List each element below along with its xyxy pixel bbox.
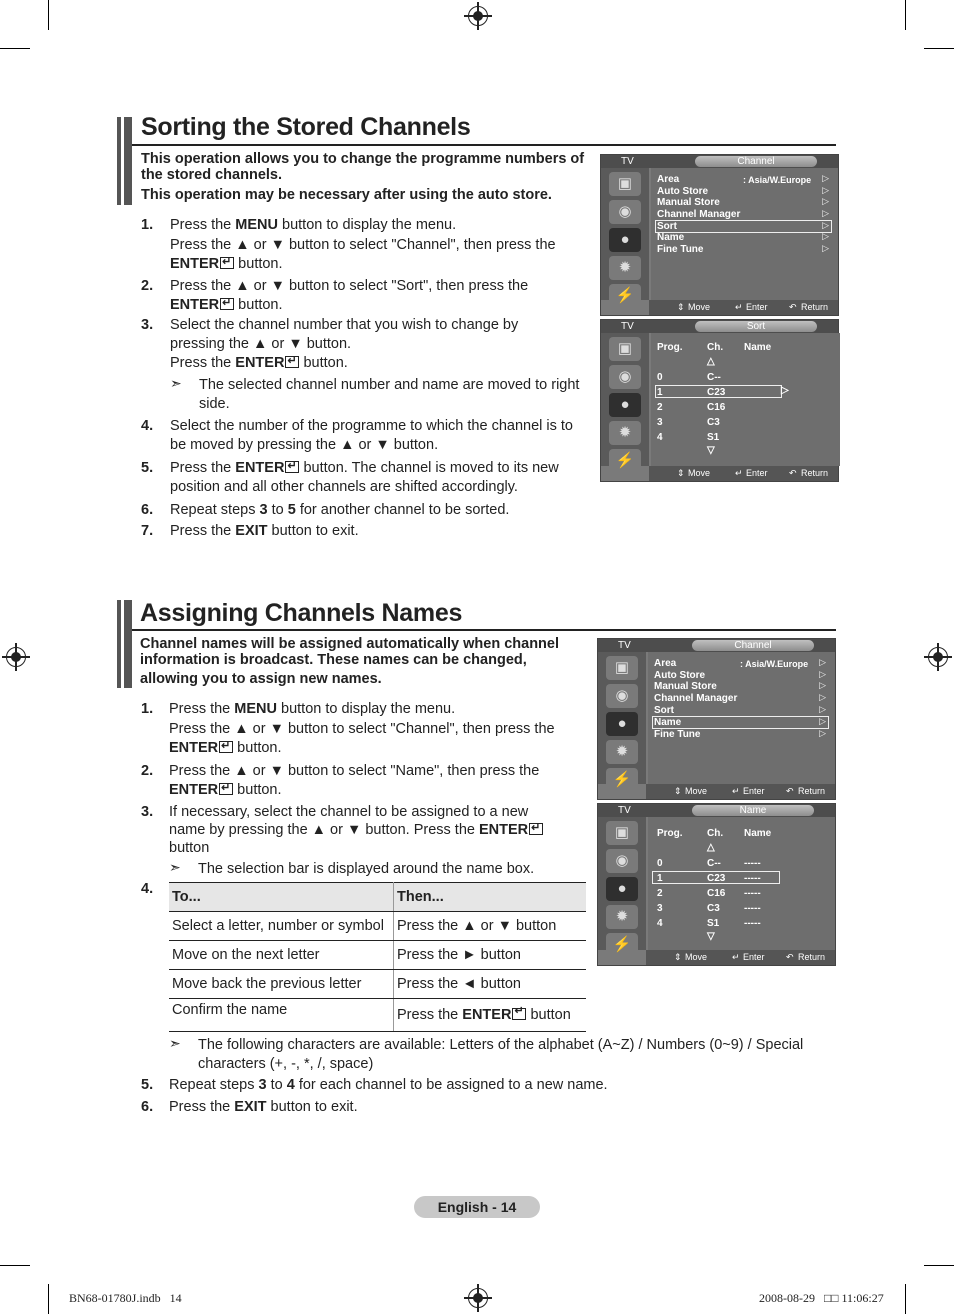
- enter-icon: [285, 461, 299, 473]
- registration-mark-icon: [468, 6, 488, 26]
- column-header: Name: [744, 828, 772, 839]
- column-header: Prog.: [657, 828, 683, 839]
- prog-cell: 1: [657, 387, 663, 398]
- step-key: ENTER: [170, 297, 220, 313]
- input-icon: ⚡: [609, 449, 641, 473]
- section-title: Assigning Channels Names: [140, 599, 463, 627]
- prog-cell: 2: [657, 402, 663, 413]
- note-arrow-icon: ➣: [169, 1035, 181, 1051]
- move-icon: ⇕: [674, 786, 682, 796]
- step-number: 2.: [141, 278, 154, 294]
- channel-icon: ●: [609, 393, 641, 417]
- return-icon: ↶: [789, 302, 797, 312]
- print-slug-right: 2008-08-29 □□ 11:06:27: [759, 1291, 884, 1305]
- setup-icon: ✹: [609, 256, 641, 280]
- enter-icon: ↵: [735, 468, 743, 478]
- channel-icon: ●: [606, 877, 638, 901]
- step-text: to: [267, 502, 288, 518]
- step-text: for another channel to be sorted.: [295, 502, 510, 518]
- enter-icon: [220, 257, 234, 269]
- step-text: button.: [299, 355, 348, 371]
- section-intro: allowing you to assign new names.: [140, 671, 382, 687]
- ch-cell: C3: [707, 903, 720, 914]
- enter-icon: ↵: [732, 952, 740, 962]
- step-text: position and all other channels are shifted accordingly.: [170, 479, 518, 495]
- table-row: [169, 941, 586, 970]
- section-rule: [132, 144, 836, 146]
- step-number: 6.: [141, 1099, 154, 1115]
- name-cell: -----: [744, 888, 761, 899]
- step-text: Press the ▲ or ▼ button to select "Channel", then press the: [170, 237, 556, 253]
- ch-cell: C23: [707, 873, 726, 884]
- step-number: 4.: [141, 418, 154, 434]
- ch-cell: C--: [707, 858, 721, 869]
- menu-item: Sort: [657, 221, 677, 232]
- tv-sort-menu: [600, 319, 839, 482]
- menu-item: Channel Manager: [654, 693, 738, 704]
- menu-tab: Channel: [695, 156, 817, 167]
- down-arrow-icon: ▽: [707, 931, 715, 942]
- table-header: To...: [169, 883, 394, 912]
- crop-mark: [905, 1284, 906, 1314]
- right-arrow-icon: ▷: [819, 680, 826, 690]
- prog-cell: 4: [657, 432, 663, 443]
- name-cell: -----: [744, 918, 761, 929]
- footer-move: Move: [688, 468, 711, 478]
- table-cell-text: Press the: [397, 1007, 463, 1023]
- table-header: Then...: [394, 883, 587, 912]
- step-number: 2.: [141, 763, 154, 779]
- step-key: ENTER: [479, 822, 529, 838]
- column-header: Prog.: [657, 342, 683, 353]
- return-icon: ↶: [786, 952, 794, 962]
- step-key: 3: [259, 502, 268, 518]
- menu-item: Manual Store: [657, 197, 720, 208]
- footer-enter: Enter: [743, 786, 765, 796]
- step-number: 3.: [141, 804, 154, 820]
- column-header: Ch.: [707, 342, 724, 353]
- menu-tab: Sort: [695, 321, 817, 332]
- tv-channel-menu: [597, 638, 836, 800]
- right-arrow-icon: ▷: [819, 704, 826, 714]
- menu-item: Name: [657, 232, 685, 243]
- table-cell: [394, 999, 587, 1032]
- step-key: 5: [287, 502, 296, 518]
- step-text: button: [169, 840, 210, 856]
- up-arrow-icon: △: [707, 356, 715, 367]
- return-icon: ↶: [789, 468, 797, 478]
- step-text: for each channel to be assigned to a new name.: [294, 1077, 608, 1093]
- channel-icon: ●: [606, 712, 638, 736]
- crop-mark: [0, 48, 30, 49]
- input-icon: ⚡: [606, 768, 638, 792]
- step-number: 1.: [141, 217, 154, 233]
- right-arrow-icon: ▷: [819, 657, 826, 667]
- crop-mark: [48, 0, 49, 30]
- step-key: EXIT: [234, 1099, 267, 1115]
- step-number: 1.: [141, 701, 154, 717]
- step-text: Select the channel number that you wish to change by: [170, 317, 519, 333]
- section-bar: [124, 600, 132, 688]
- step-text: Press the ▲ or ▼ button to select "Name", then press the: [169, 763, 540, 779]
- footer-return: Return: [801, 302, 829, 312]
- column-header: Ch.: [707, 828, 724, 839]
- step-text: button.: [233, 740, 282, 756]
- sound-icon: ◉: [609, 200, 641, 224]
- menu-item: Manual Store: [654, 681, 717, 692]
- enter-icon: [285, 356, 299, 368]
- step-key: 3: [258, 1077, 267, 1093]
- step-text: Press the ▲ or ▼ button to select "Channel", then press the: [169, 721, 555, 737]
- tv-label: TV: [618, 640, 631, 651]
- name-cell: -----: [744, 873, 761, 884]
- setup-icon: ✹: [609, 421, 641, 445]
- ch-cell: C23: [707, 387, 726, 398]
- enter-icon: [512, 1008, 526, 1020]
- section-bar: [117, 600, 121, 688]
- ch-cell: C16: [707, 402, 726, 413]
- tv-label: TV: [621, 156, 634, 167]
- step-number: 6.: [141, 502, 154, 518]
- menu-item: Fine Tune: [654, 729, 701, 740]
- right-arrow-icon: ▷: [822, 208, 829, 218]
- footer-move: Move: [688, 302, 711, 312]
- step-text: button.: [233, 782, 282, 798]
- footer-return: Return: [798, 952, 826, 962]
- step-text: Repeat steps: [169, 1077, 259, 1093]
- enter-icon: [529, 823, 543, 835]
- prog-cell: 0: [657, 372, 663, 383]
- step-text: Press the: [170, 355, 236, 371]
- step-text: be moved by pressing the ▲ or ▼ button.: [170, 437, 439, 453]
- sound-icon: ◉: [606, 849, 638, 873]
- crop-mark: [924, 1265, 954, 1266]
- prog-cell: 1: [657, 873, 663, 884]
- menu-item: Channel Manager: [657, 209, 741, 220]
- step-text: button to exit.: [267, 523, 359, 539]
- step-key: 4: [286, 1077, 295, 1093]
- enter-icon: ↵: [732, 786, 740, 796]
- menu-item: Area: [657, 174, 680, 185]
- note-text: The following characters are available: Letters of the alphabet (A~Z) / Numbers (0~9) / Special: [198, 1037, 804, 1053]
- footer-enter: Enter: [746, 302, 768, 312]
- setup-icon: ✹: [606, 740, 638, 764]
- step-key: MENU: [234, 701, 277, 717]
- section-bar: [117, 117, 121, 205]
- menu-tab: Channel: [692, 640, 814, 651]
- menu-item: Name: [654, 717, 682, 728]
- crop-mark: [905, 0, 906, 30]
- step-text: button. The channel is moved to its new: [299, 460, 559, 476]
- ch-cell: S1: [707, 918, 720, 929]
- footer-enter: Enter: [743, 952, 765, 962]
- step-text: name by pressing the ▲ or ▼ button. Press the: [169, 822, 479, 838]
- table-cell: Move back the previous letter: [169, 970, 394, 999]
- footer-return: Return: [801, 468, 829, 478]
- table-header-row: [169, 883, 586, 912]
- crop-mark: [924, 48, 954, 49]
- step-text: Press the: [169, 1099, 235, 1115]
- area-value: : Asia/W.Europe: [743, 175, 812, 185]
- step-text: Press the: [170, 460, 236, 476]
- enter-icon: [220, 298, 234, 310]
- page-number-badge: English - 14: [414, 1196, 540, 1218]
- table-row: [169, 999, 586, 1032]
- ch-cell: C--: [707, 372, 721, 383]
- print-slug-left: BN68-01780J.indb 14: [69, 1291, 182, 1305]
- step-text: Press the ▲ or ▼ button to select "Sort", then press the: [170, 278, 529, 294]
- footer-move: Move: [685, 952, 708, 962]
- name-cell: -----: [744, 858, 761, 869]
- step-key: ENTER: [235, 355, 285, 371]
- table-cell: Move on the next letter: [169, 941, 394, 970]
- table-row: [169, 970, 586, 999]
- note-arrow-icon: ➣: [169, 859, 181, 875]
- step-key: ENTER: [235, 460, 285, 476]
- step-key: ENTER: [169, 782, 219, 798]
- prog-cell: 2: [657, 888, 663, 899]
- step-text: pressing the ▲ or ▼ button.: [170, 336, 352, 352]
- step-text: Repeat steps: [170, 502, 260, 518]
- right-arrow-icon: ▷: [819, 728, 826, 738]
- prog-cell: 0: [657, 858, 663, 869]
- tv-channel-menu: [600, 154, 839, 316]
- footer-return: Return: [798, 786, 826, 796]
- crop-mark: [48, 1284, 49, 1314]
- menu-item: Auto Store: [654, 670, 706, 681]
- move-icon: ⇕: [677, 468, 685, 478]
- step-number: 5.: [141, 1077, 154, 1093]
- table-cell-text: button: [526, 1007, 571, 1023]
- picture-icon: ▣: [609, 337, 641, 361]
- right-arrow-icon: ▷: [819, 692, 826, 702]
- step-key: ENTER: [170, 256, 220, 272]
- right-arrow-icon: ▷: [781, 385, 789, 396]
- setup-icon: ✹: [606, 905, 638, 929]
- tv-name-menu: [597, 803, 836, 966]
- menu-item: Area: [654, 658, 677, 669]
- area-value: : Asia/W.Europe: [740, 659, 809, 669]
- registration-mark-icon: [6, 647, 26, 667]
- prog-cell: 3: [657, 417, 663, 428]
- name-cell: -----: [744, 903, 761, 914]
- sound-icon: ◉: [609, 365, 641, 389]
- section-intro: This operation may be necessary after using the auto store.: [141, 187, 552, 203]
- footer-enter: Enter: [746, 468, 768, 478]
- menu-item: Auto Store: [657, 186, 709, 197]
- move-icon: ⇕: [677, 302, 685, 312]
- registration-mark-icon: [468, 1288, 488, 1308]
- prog-cell: 4: [657, 918, 663, 929]
- input-icon: ⚡: [609, 284, 641, 308]
- step-number: 5.: [141, 460, 154, 476]
- step-text: button.: [234, 256, 283, 272]
- enter-icon: [219, 783, 233, 795]
- step-key: ENTER: [169, 740, 219, 756]
- right-arrow-icon: ▷: [822, 173, 829, 183]
- move-icon: ⇕: [674, 952, 682, 962]
- up-arrow-icon: △: [707, 842, 715, 853]
- step-text: button to display the menu.: [276, 701, 456, 717]
- section-intro: information is broadcast. These names can be changed,: [140, 652, 527, 668]
- note-text: The selection bar is displayed around the name box.: [198, 861, 535, 877]
- table-cell: Press the ► button: [394, 941, 587, 970]
- tv-label: TV: [621, 321, 634, 332]
- enter-icon: ↵: [735, 302, 743, 312]
- ch-cell: C3: [707, 417, 720, 428]
- right-arrow-icon: ▷: [819, 716, 826, 726]
- picture-icon: ▣: [606, 656, 638, 680]
- step-text: Press the: [170, 523, 236, 539]
- section-intro: This operation allows you to change the programme numbers of the stored channels.: [141, 151, 585, 183]
- right-arrow-icon: ▷: [822, 231, 829, 241]
- note-arrow-icon: ➣: [170, 375, 182, 391]
- right-arrow-icon: ▷: [822, 185, 829, 195]
- footer-move: Move: [685, 786, 708, 796]
- section-rule: [132, 629, 836, 631]
- picture-icon: ▣: [606, 821, 638, 845]
- step-number: 7.: [141, 523, 154, 539]
- sound-icon: ◉: [606, 684, 638, 708]
- channel-icon: ●: [609, 228, 641, 252]
- menu-item: Sort: [654, 705, 674, 716]
- note-item: [169, 1036, 829, 1074]
- prog-cell: 3: [657, 903, 663, 914]
- ch-cell: C16: [707, 888, 726, 899]
- step-text: If necessary, select the channel to be assigned to a new: [169, 804, 529, 820]
- picture-icon: ▣: [609, 172, 641, 196]
- right-arrow-icon: ▷: [822, 243, 829, 253]
- step-text: Press the: [169, 701, 235, 717]
- registration-mark-icon: [928, 647, 948, 667]
- section-title: Sorting the Stored Channels: [141, 113, 471, 141]
- input-icon: ⚡: [606, 933, 638, 957]
- table-cell: Press the ◄ button: [394, 970, 587, 999]
- note-text: characters (+, -, *, /, space): [198, 1056, 374, 1072]
- step-text: Select the number of the programme to which the channel is to: [170, 418, 573, 434]
- step-key: EXIT: [235, 523, 268, 539]
- step-text: button.: [234, 297, 283, 313]
- section-intro: Channel names will be assigned automatically when channel: [140, 636, 560, 652]
- input-table: [169, 882, 586, 1032]
- step-text: Press the: [170, 217, 236, 233]
- right-arrow-icon: ▷: [822, 196, 829, 206]
- table-cell: Confirm the name: [169, 999, 394, 1032]
- step-text: button to exit.: [266, 1099, 358, 1115]
- menu-tab: Name: [692, 805, 814, 816]
- section-bar: [124, 117, 132, 205]
- step-number: 3.: [141, 317, 154, 333]
- table-cell: Press the ▲ or ▼ button: [394, 912, 587, 941]
- step-key: MENU: [235, 217, 278, 233]
- step-number: 4.: [141, 881, 154, 897]
- return-icon: ↶: [786, 786, 794, 796]
- table-cell: Select a letter, number or symbol: [169, 912, 394, 941]
- right-arrow-icon: ▷: [819, 669, 826, 679]
- ch-cell: S1: [707, 432, 720, 443]
- note-text: side.: [199, 396, 230, 412]
- down-arrow-icon: ▽: [707, 445, 715, 456]
- step-text: to: [266, 1077, 287, 1093]
- step-text: button to display the menu.: [277, 217, 457, 233]
- crop-mark: [0, 1265, 30, 1266]
- note-text: The selected channel number and name are moved to right: [199, 377, 580, 393]
- table-row: [169, 912, 586, 941]
- right-arrow-icon: ▷: [822, 220, 829, 230]
- menu-item: Fine Tune: [657, 244, 704, 255]
- table-cell-key: ENTER: [462, 1007, 512, 1023]
- tv-label: TV: [618, 805, 631, 816]
- column-header: Name: [744, 342, 772, 353]
- enter-icon: [219, 741, 233, 753]
